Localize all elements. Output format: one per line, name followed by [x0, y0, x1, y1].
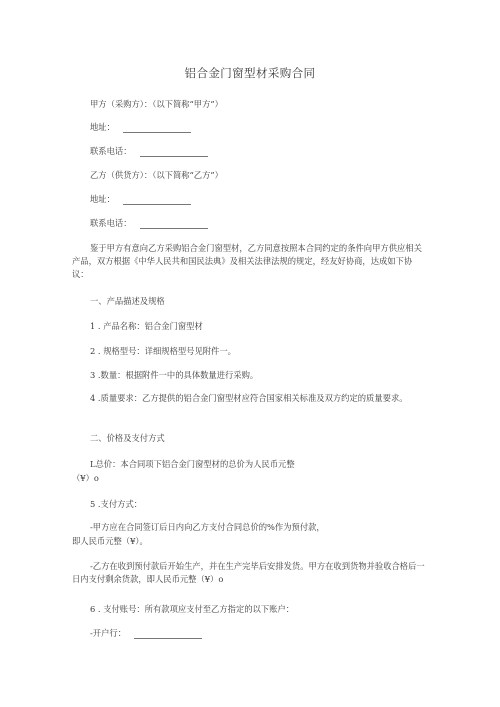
- party-a-address-field: [123, 123, 191, 133]
- party-b-label: 乙方（供货方）：（以下简称“乙方”）: [90, 170, 223, 180]
- party-b-phone-row: [90, 218, 208, 229]
- section1-item4: 4 .质量要求：乙方提供的铝合金门窗型材应符合国家相关标准及双方约定的质量要求。: [90, 393, 408, 403]
- party-b-phone-label: 联系电话：: [90, 218, 132, 228]
- party-a-phone-field: [140, 147, 208, 157]
- bank-label: -开户行：: [90, 628, 126, 638]
- party-b-address-label: 地址：: [90, 194, 115, 204]
- party-b-address-field: [123, 195, 191, 205]
- payment-account: 6 . 支付账号：所有款项应支付至乙方指定的以下账户：: [90, 604, 295, 614]
- section2-heading: 二、价格及支付方式: [90, 433, 165, 443]
- party-a-address-label: 地址：: [90, 122, 115, 132]
- party-b-address-row: [90, 194, 191, 205]
- section1-item3: 3 .数量：根据附件一中的具体数量进行采购。: [90, 370, 259, 380]
- section1-item2: 2 . 规格型号：详细规格型号见附件一。: [90, 346, 236, 356]
- bank-field: [134, 629, 202, 639]
- party-a-phone-label: 联系电话：: [90, 146, 132, 156]
- section1-heading: 一、产品描述及规格: [90, 296, 165, 306]
- party-a-address-row: [90, 122, 191, 133]
- intro-paragraph: 鉴于甲方有意向乙方采购铝合金门窗型材，乙方同意按照本合同约定的条件向甲方供应相关产品，双方根据《中华人民共和国民法典》及相关法律法规的规定，经友好协商，达成如下协议：: [72, 243, 422, 279]
- document-title: 铝合金门窗型材采购合同: [184, 66, 316, 80]
- party-a-label: 甲方（采购方）：（以下简称“甲方”）: [90, 99, 223, 109]
- total-price-line2: （¥）o: [72, 473, 99, 483]
- party-a-phone-row: [90, 146, 208, 157]
- bank-row: [90, 628, 202, 639]
- section1-item1: 1 . 产品名称：铝合金门窗型材: [90, 321, 203, 331]
- party-b-phone-field: [140, 219, 208, 229]
- total-price-line1: L总价：本合同项下铝合金门窗型材的总价为人民币元整: [90, 459, 295, 469]
- advance-payment-line2: 即人民币元整（¥）。: [72, 536, 148, 546]
- remaining-payment: -乙方在收到预付款后开始生产，并在生产完毕后安排发货。甲方在收到货物并验收合格后一日内支付剩余货款，即人民币元整（¥）o: [72, 561, 425, 584]
- payment-method: 5 .支付方式：: [90, 499, 143, 509]
- advance-payment-line1: -甲方应在合同签订后日内向乙方支付合同总价的%作为预付款，: [90, 522, 325, 532]
